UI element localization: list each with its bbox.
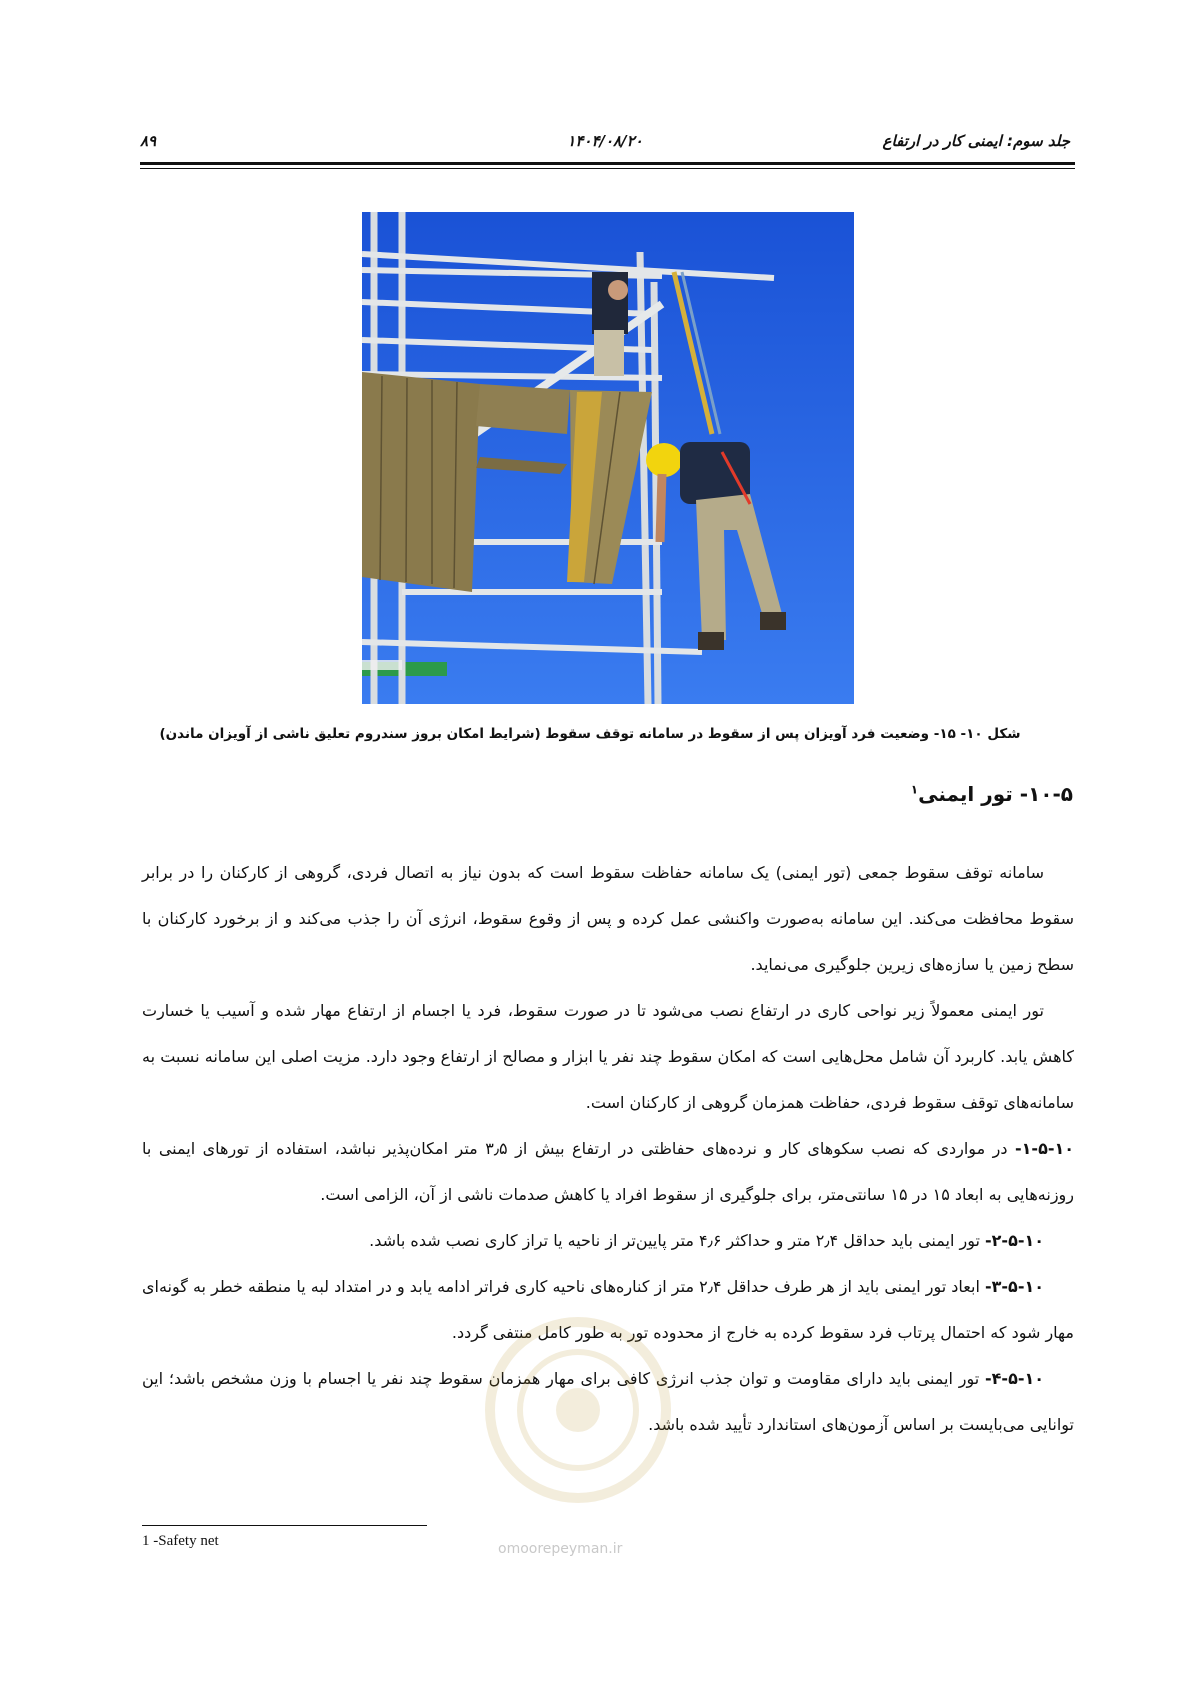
- section-title: [911, 782, 1073, 806]
- item-1: [142, 1126, 1074, 1218]
- header-rule-thin: [140, 168, 1075, 169]
- item-text: ابعاد تور ایمنی باید از هر طرف حداقل ۲٫۴ متر از کناره‌های ناحیه کاری فراتر ادامه یابد و در امتداد لبه یا منطقه خطر به گونه‌ای مهار شود که احتمال پرتاب فرد سقوط کرده به خارج از محدوده تور به طور کامل منتفی گردد.: [142, 1277, 1074, 1342]
- figure-caption: شکل ۱۰- ۱۵- وضعیت فرد آویزان پس از سقوط در سامانه توقف سقوط (شرایط امکان بروز سندروم تعلیق ناشی از آویزان ماندن): [159, 726, 1021, 742]
- item-number: ۳-۵-۱۰-: [985, 1277, 1044, 1296]
- item-number: ۴-۵-۱۰-: [985, 1369, 1044, 1388]
- page-number: ۸۹: [140, 132, 157, 150]
- footnote-ref: ۱: [910, 782, 919, 797]
- item-text: تور ایمنی باید دارای مقاومت و توان جذب انرژی کافی برای مهار همزمان سقوط چند نفر یا اجسام با وزن مشخص باشد؛ این توانایی می‌بایست بر اساس آزمون‌های استاندارد تأیید شده باشد.: [142, 1369, 1074, 1434]
- running-header: [140, 132, 1070, 156]
- item-text: تور ایمنی باید حداقل ۲٫۴ متر و حداکثر ۴٫۶ متر پایین‌تر از ناحیه یا تراز کاری نصب شده باشد.: [369, 1231, 986, 1250]
- watermark-text: omoorepeyman.ir: [498, 1541, 623, 1557]
- book-title: جلد سوم: ایمنی کار در ارتفاع: [882, 132, 1070, 150]
- paragraph-2: تور ایمنی معمولاً زیر نواحی کاری در ارتفاع نصب می‌شود تا در صورت سقوط، فرد یا اجسام از ارتفاع مهار شده و آسیب یا خسارت کاهش یابد. کاربرد آن شامل محل‌هایی است که امکان سقوط چند نفر یا ابزار و مصالح از ارتفاع وجود دارد. مزیت اصلی این سامانه نسبت به سامانه‌های توقف سقوط فردی، حفاظت همزمان گروهی از کارکنان است.: [142, 1001, 1074, 1112]
- header-rule-thick: [140, 162, 1075, 165]
- section-title-text: ۱۰-۵- تور ایمنی: [918, 782, 1073, 806]
- paragraph-1: سامانه توقف سقوط جمعی (تور ایمنی) یک سامانه حفاظت سقوط است که بدون نیاز به اتصال فردی، گروهی از کارکنان را در برابر سقوط محافظت می‌کند. این سامانه به‌صورت واکنشی عمل کرده و پس از وقوع سقوط، انرژی آن را جذب می‌کند و از برخورد کارکنان با سطح زمین یا سازه‌های زیرین جلوگیری می‌نماید.: [142, 863, 1074, 974]
- header-date: ۱۴۰۴/۰۸/۲۰: [567, 132, 643, 150]
- item-2: [142, 1218, 1074, 1264]
- item-number: ۲-۵-۱۰-: [985, 1231, 1044, 1250]
- footnote: 1 -Safety net: [142, 1533, 219, 1549]
- watermark-emblem: [478, 1300, 678, 1540]
- item-number: ۱-۵-۱۰-: [1015, 1139, 1074, 1158]
- footnote-rule: [142, 1525, 427, 1526]
- scaffold-fall-photo: [362, 212, 854, 704]
- item-text: در مواردی که نصب سکوهای کار و نرده‌های حفاظتی در ارتفاع بیش از ۳٫۵ متر امکان‌پذیر نباشد، استفاده از تورهای ایمنی با روزنه‌هایی به ابعاد ۱۵ در ۱۵ سانتی‌متر، برای جلوگیری از سقوط افراد یا کاهش صدمات ناشی از آن، الزامی است.: [142, 1139, 1074, 1204]
